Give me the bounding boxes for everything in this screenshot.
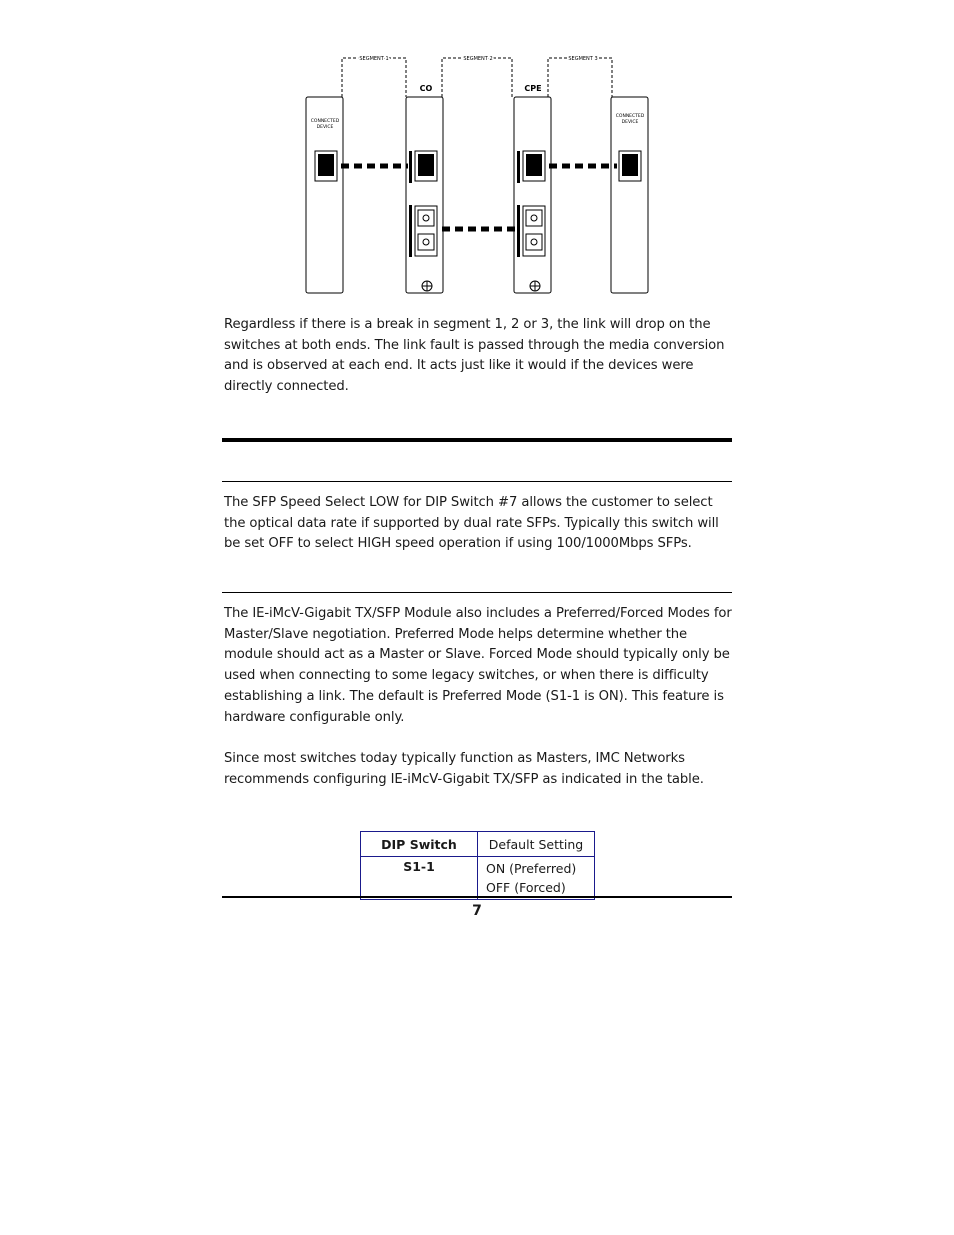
setting-off: OFF (Forced) [486, 880, 566, 895]
footer-divider [222, 896, 732, 898]
sfp-speed-paragraph: The SFP Speed Select LOW for DIP Switch #7 allows the customer to select the optical data rate if supported by dual rate SFPs. Typically this switch will be set OFF to select HIGH speed operation if using 100/1000Mbps SFPs. [224, 495, 719, 552]
header-default-setting: Default Setting [478, 832, 595, 857]
page-number: 7 [472, 903, 482, 919]
cpe-unit [514, 97, 551, 293]
cell-switch-id: S1-1 [361, 857, 478, 900]
co-unit [406, 97, 443, 293]
svg-text:CONNECTED: CONNECTED [615, 114, 645, 119]
table-row [361, 857, 595, 900]
link-fault-paragraph: Regardless if there is a break in segment 1, 2 or 3, the link will drop on the switches at both ends. The link fault is passed through the media conversion and is observed at each end. It acts just like it would if the devices were directly connected. [224, 317, 725, 395]
section-divider-thick [222, 438, 732, 442]
cell-default-setting [478, 857, 595, 900]
network-segment-diagram [300, 50, 652, 300]
svg-text:DEVICE: DEVICE [621, 120, 639, 125]
setting-on: ON (Preferred) [486, 861, 577, 876]
segment-2-label: SEGMENT 2 [463, 56, 493, 62]
section-divider [222, 481, 732, 482]
preferred-forced-paragraph: The IE-iMcV-Gigabit TX/SFP Module also includes a Preferred/Forced Modes for Master/Slave negotiation. Preferred Mode helps determine whether the module should act as a Master or Slave. Forced Mode should typically only be used when connecting to some legacy switches, or when there is difficulty establishing a link. The default is Preferred Mode (S1-1 is ON). This feature is hardware configurable only. [224, 606, 732, 725]
dip-switch-table [360, 831, 595, 900]
section-divider [222, 592, 732, 593]
segment-3-label: SEGMENT 3 [568, 56, 598, 62]
cpe-label: CPE [524, 84, 542, 93]
header-dip-switch: DIP Switch [361, 832, 478, 857]
right-connected-device [611, 97, 648, 293]
recommendation-paragraph: Since most switches today typically function as Masters, IMC Networks recommends configuring IE-iMcV-Gigabit TX/SFP as indicated in the table. [224, 751, 704, 787]
svg-text:DEVICE: DEVICE [316, 125, 334, 130]
co-label: CO [419, 84, 433, 93]
table-header-row [361, 832, 595, 857]
svg-text:CONNECTED: CONNECTED [310, 119, 340, 124]
segment-1-label: SEGMENT 1 [359, 56, 389, 62]
